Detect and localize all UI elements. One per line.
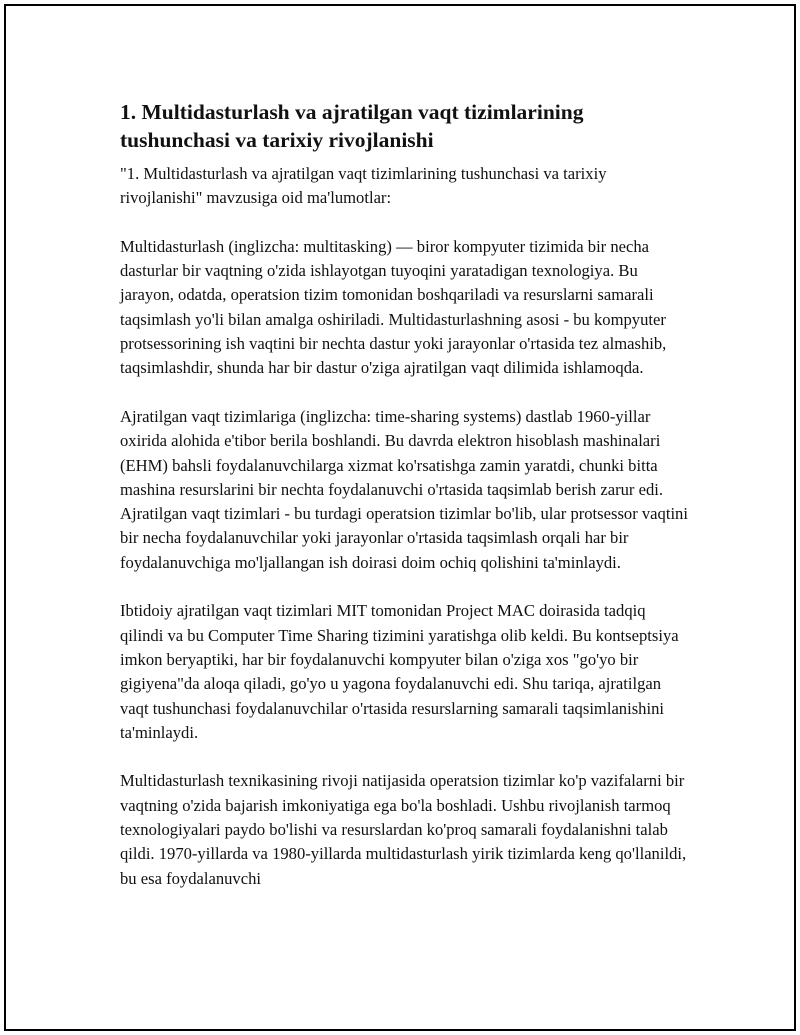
paragraph-multitasking-evolution: Multidasturlash texnikasining rivoji natijasida operatsion tizimlar ko'p vazifalarni bir vaqtning o'zida bajarish imkoniyatiga ega bo'la boshladi. Ushbu rivojlanish tarmoq texnologiyalari paydo bo'lishi va resurslardan ko'proq samarali foydalanishni talab qildi. 1970-yillarda va 1980-yillarda multidasturlash yirik tizimlarda keng qo'llanildi, bu esa foydalanuvchi [120, 771, 687, 888]
intro-paragraph: "1. Multidasturlash va ajratilgan vaqt tizimlarining tushunchasi va tarixiy rivojlanishi" mavzusiga oid ma'lumotlar: [120, 164, 607, 208]
paragraph-mit-project-mac: Ibtidoiy ajratilgan vaqt tizimlari MIT tomonidan Project MAC doirasida tadqiq qilindi va bu Computer Time Sharing tizimini yaratishga olib keldi. Bu kontseptsiya imkon beryaptiki, har bir foydalanuvchi kompyuter bilan o'ziga xos "go'yo bir gigiyena"da aloqa qiladi, go'yo u yagona foydalanuvchi edi. Shu tariqa, ajratilgan vaqt tushunchasi foydalanuvchilar o'rtasida resurslarning samarali taqsimlanishini ta'minlaydi. [120, 601, 679, 742]
document-body [120, 98, 692, 891]
document-title: 1. Multidasturlash va ajratilgan vaqt tizimlarining tushunchasi va tarixiy rivojlanishi [120, 100, 584, 152]
page-frame [4, 4, 796, 1031]
paragraph-multitasking-definition: Multidasturlash (inglizcha: multitasking) — biror kompyuter tizimida bir necha dasturlar bir vaqtning o'zida ishlayotgan tuyoqini yaratadigan texnologiya. Bu jarayon, odatda, operatsion tizim tomonidan boshqariladi va resurslarni samarali taqsimlash yo'li bilan amalga oshiriladi. Multidasturlashning asosi - bu kompyuter protsessorining ish vaqtini bir nechta dastur yoki jarayonlar o'rtasida tez almashib, taqsimlashdir, shunda har bir dastur o'ziga ajratilgan vaqt dilimida ishlamoqda. [120, 236, 667, 378]
paragraph-time-sharing-history: Ajratilgan vaqt tizimlariga (inglizcha: time-sharing systems) dastlab 1960-yillar oxirida alohida e'tibor berila boshlandi. Bu davrda elektron hisoblash mashinalari (EHM) bahsli foydalanuvchilarga xizmat ko'rsatishga zamin yaratdi, chunki bitta mashina resurslarini bir nechta foydalanuvchi o'rtasida taqsimlab berish zarur edi. Ajratilgan vaqt tizimlari - bu turdagi operatsion tizimlar bo'lib, ular protsessor vaqtini bir necha foydalanuvchilar yoki jarayonlar o'rtasida taqsimlash orqali har bir foydalanuvchiga mo'ljallangan ish doirasi doim ochiq qolishini ta'minlaydi. [120, 406, 688, 572]
